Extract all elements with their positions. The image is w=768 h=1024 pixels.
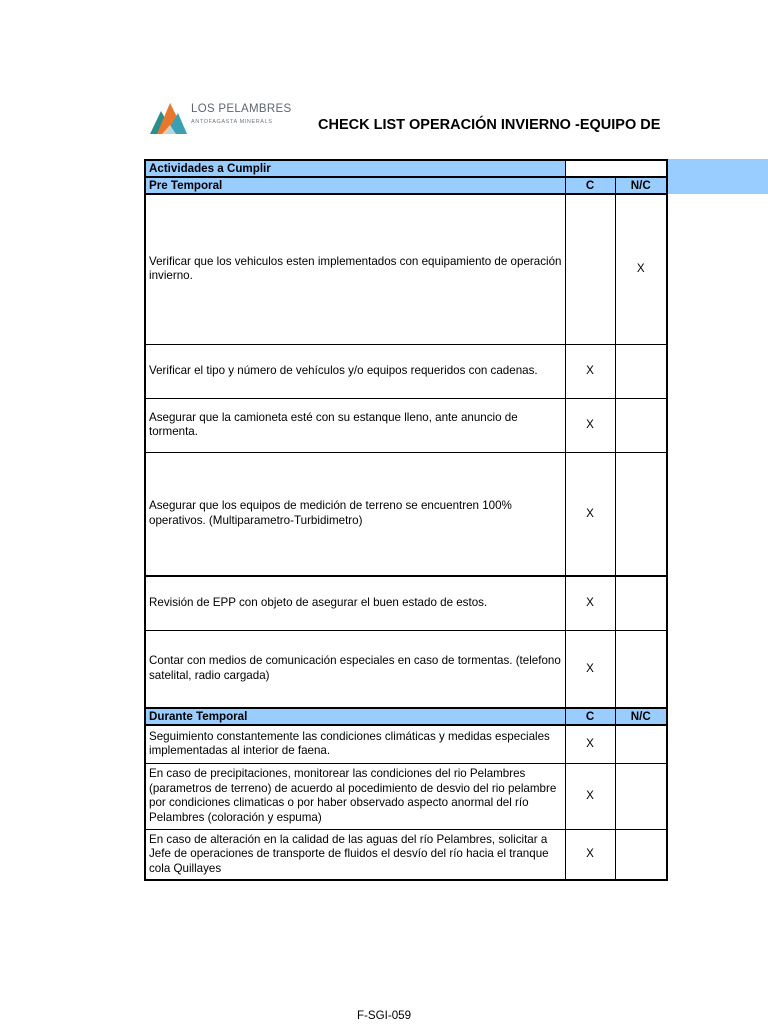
nc-mark (615, 763, 667, 829)
activity-text: En caso de precipitaciones, monitorear las condiciones del rio Pelambres (parametros de terreno) de acuerdo al pocedimiento de desvio del rio pelambre por condiciones climaticas o por haber observado aspecto anormal del río Pelambres (coloración y espuma) (145, 763, 565, 829)
section-title: Durante Temporal (145, 708, 565, 725)
c-mark: X (565, 576, 615, 630)
column-nc-header: N/C (615, 177, 667, 194)
table-row (145, 576, 667, 630)
table-row (145, 725, 667, 763)
page-title: CHECK LIST OPERACIÓN INVIERNO -EQUIPO DE (318, 117, 661, 133)
nc-mark (615, 398, 667, 452)
column-nc-header: N/C (615, 708, 667, 725)
c-mark: X (565, 398, 615, 452)
c-mark: X (565, 630, 615, 708)
activity-text: Verificar el tipo y número de vehículos y/o equipos requeridos con cadenas. (145, 344, 565, 398)
nc-mark (615, 829, 667, 880)
nc-mark (615, 576, 667, 630)
activity-text: En caso de alteración en la calidad de las aguas del río Pelambres, solicitar a Jefe de operaciones de transporte de fluidos el desvío del río hacia el tranque cola Quillayes (145, 829, 565, 880)
activity-text: Verificar que los vehiculos esten implementados con equipamiento de operación invierno. (145, 194, 565, 344)
section-header-pre-temporal (145, 177, 667, 194)
c-mark: X (565, 344, 615, 398)
mountain-logo-icon (148, 97, 188, 135)
activity-text: Asegurar que los equipos de medición de terreno se encuentren 100% operativos. (Multiparametro-Turbidimetro) (145, 452, 565, 576)
table-row (145, 398, 667, 452)
activity-text: Contar con medios de comunicación especiales en caso de tormentas. (telefono satelital, radio cargada) (145, 630, 565, 708)
status-header (565, 160, 667, 177)
column-c-header: C (565, 708, 615, 725)
c-mark (565, 194, 615, 344)
c-mark: X (565, 452, 615, 576)
form-code: F-SGI-059 (356, 1009, 412, 1022)
activity-text: Seguimiento constantemente las condiciones climáticas y medidas especiales implementadas al interior de faena. (145, 725, 565, 763)
activity-text: Revisión de EPP con objeto de asegurar el buen estado de estos. (145, 576, 565, 630)
section-title: Pre Temporal (145, 177, 565, 194)
logo-subtitle: ANTOFAGASTA MINERALS (191, 119, 273, 125)
table-top-header (145, 160, 667, 177)
activities-header: Actividades a Cumplir (145, 160, 565, 177)
table-row (145, 452, 667, 576)
table-row (145, 763, 667, 829)
nc-mark (615, 452, 667, 576)
c-mark: X (565, 725, 615, 763)
activity-text: Asegurar que la camioneta esté con su estanque lleno, ante anuncio de tormenta. (145, 398, 565, 452)
nc-mark (615, 630, 667, 708)
nc-mark (615, 725, 667, 763)
table-row (145, 194, 667, 344)
column-c-header: C (565, 177, 615, 194)
header-shading (667, 159, 768, 194)
c-mark: X (565, 829, 615, 880)
nc-mark (615, 344, 667, 398)
section-header-durante-temporal (145, 708, 667, 725)
nc-mark: X (615, 194, 667, 344)
logo-name: LOS PELAMBRES (191, 103, 292, 115)
table-row (145, 829, 667, 880)
table-row (145, 344, 667, 398)
company-logo (148, 97, 292, 137)
c-mark: X (565, 763, 615, 829)
checklist-table (144, 159, 668, 881)
table-row (145, 630, 667, 708)
